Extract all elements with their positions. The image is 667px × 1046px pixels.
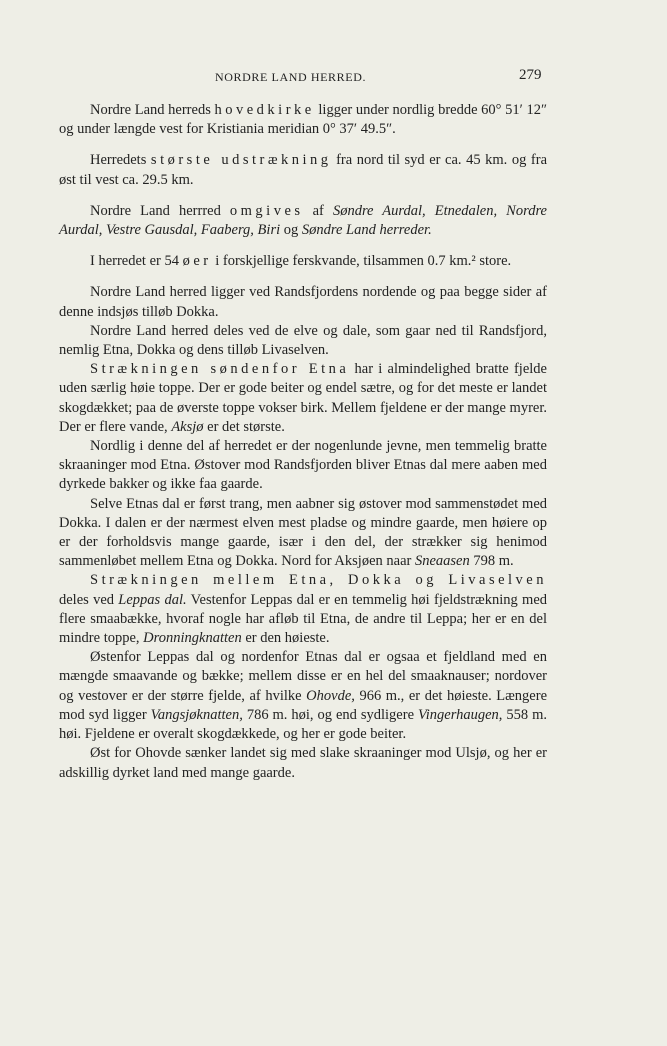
- paragraph-etnas-dal: Selve Etnas dal er først trang, men aabner sig østover mod sammenstødet med Dokka. I dalen er der nærmest elven mest pladse og mindre gaarde, men høiere op er der forholdsvis mange gaarde, især i den del, der strækker sig henimod sammenløbet mellem Etna og Dokka. Nord for Aksjøen naar Sneaasen 798 m.: [59, 495, 547, 570]
- running-head: NORDRE LAND HERRED.: [215, 70, 367, 84]
- paragraph-nordlig: Nordlig i denne del af herredet er der nogenlunde jevne, men temmelig bratte skraaninger mod Etna. Østover mod Randsfjorden bliver Etnas dal mere aaben med dyrkede bakker og ikke faa gaarde.: [59, 438, 547, 493]
- spaced-term: Strækningen søndenfor Etna: [90, 361, 350, 378]
- italic-place-name: Aksjø: [171, 418, 204, 435]
- italic-place-names: Søndre Aurdal, Etnedalen, Nordre Aurdal, Vestre Gausdal, Faaberg, Biri: [59, 202, 547, 239]
- spaced-term: hovedkirke: [214, 102, 315, 118]
- body-text: [59, 101, 547, 783]
- paragraph-hovedkirke: Nordre Land herreds hovedkirke ligger under nordlig bredde 60° 51′ 12″ og under længde vest for Kristiania meridian 0° 37′ 49.5″.: [59, 102, 547, 138]
- italic-place-name: Dronningknatten: [143, 630, 242, 647]
- paragraph-ostenfor-leppa: Østenfor Leppas dal og nordenfor Etnas dal er ogsaa et fjeldland med en mængde smaavande og bække; mellem disse er en hel del smaaknauser; nordover og vestover er der større fjelde, af hvilke Ohovde, 966 m., er det høieste. Længere mod syd ligger Vangsjøknatten, 786 m. høi, og end sydligere Vingerhaugen, 558 m. høi. Fjeldene er overalt skogdækkede, og her er gode beiter.: [59, 649, 547, 743]
- paragraph-deles: Nordre Land herred deles ved de elve og dale, som gaar ned til Randsfjord, nemlig Etna, Dokka og dens tilløb Livaselven.: [59, 322, 547, 359]
- italic-place-name: Vingerhaugen,: [417, 706, 503, 723]
- paragraph-beliggenhed: Nordre Land herred ligger ved Randsfjordens nordende og paa begge sider af denne indsjøs tilløb Dokka.: [59, 284, 547, 320]
- paragraph-oer: I herredet er 54 øer i forskjellige ferskvande, tilsammen 0.7 km.² store.: [90, 253, 512, 270]
- spaced-term: omgives: [229, 202, 304, 219]
- spaced-term: øer: [182, 253, 212, 270]
- italic-place-name: Vangsjøknatten,: [150, 706, 243, 723]
- spaced-term: største udstrækning: [150, 152, 332, 169]
- italic-place-names: Søndre Land herreder.: [301, 222, 432, 239]
- paragraph-mellem-etna-dokka: Strækningen mellem Etna, Dokka og Livaselven deles ved Leppas dal. Vestenfor Leppas dal er en temmelig høi fjeldstrækning med flere smaabække, hvoraf nogle har afløb til Etna, de andre til Leppa; her er en del mindre toppe, Dronningknatten er den høieste.: [59, 572, 548, 647]
- spaced-term: Strækningen mellem Etna, Dokka og Livaselven: [90, 572, 547, 589]
- paragraph-ohovde: Øst for Ohovde sænker landet sig med slake skraaninger mod Ulsjø, og her er adskillig dyrket land med mange gaarde.: [59, 745, 547, 781]
- page-number: 279: [519, 67, 542, 83]
- paragraph-omgives: Nordre Land herrred omgives af Søndre Aurdal, Etnedalen, Nordre Aurdal, Vestre Gausdal, Faaberg, Biri og Søndre Land herreder.: [59, 202, 547, 239]
- italic-place-name: Leppas dal.: [118, 591, 187, 608]
- italic-place-name: Ohovde,: [306, 687, 355, 704]
- paragraph-sondenfor-etna: Strækningen søndenfor Etna har i almindelighed bratte fjelde uden særlig høie toppe. Der er gode beiter og endel sætre, og for det meste er landet skogdækket; paa de øverste toppe vokser birk. Mellem fjeldene er der mange myrer. Der er flere vande, Aksjø er det største.: [59, 361, 548, 435]
- italic-place-name: Sneaasen: [414, 553, 470, 570]
- paragraph-udstraekning: Herredets største udstrækning fra nord til syd er ca. 45 km. og fra øst til vest ca. 29.5 km.: [59, 152, 548, 188]
